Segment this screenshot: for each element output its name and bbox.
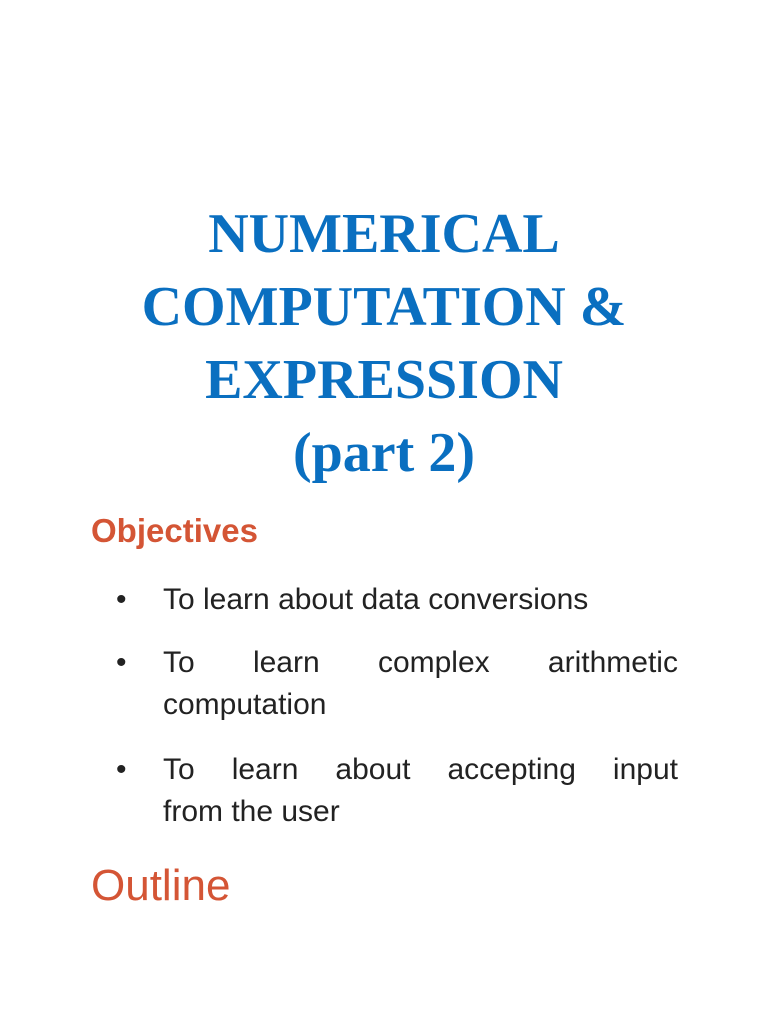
objective-line: To learn about data conversions (163, 583, 589, 616)
objective-text (163, 642, 678, 726)
objective-text (163, 579, 678, 621)
objective-word: accepting (447, 753, 576, 786)
objectives-heading: Objectives (91, 512, 258, 549)
objective-text (163, 749, 678, 833)
objective-word: To (163, 646, 195, 679)
objective-line (163, 749, 678, 791)
bullet-icon: • (116, 646, 127, 679)
outline-heading: Outline (91, 861, 231, 910)
objective-line (163, 642, 678, 684)
title-line: COMPUTATION & (141, 276, 627, 338)
title-line: EXPRESSION (205, 349, 563, 411)
objective-word: complex (377, 646, 490, 679)
objective-line: computation (163, 688, 327, 721)
objective-word: about (335, 753, 411, 786)
objective-word: To (163, 753, 195, 786)
bullet-icon: • (116, 583, 127, 616)
objective-line: from the user (163, 795, 340, 828)
objective-word: arithmetic (547, 646, 678, 679)
title-line: NUMERICAL (208, 203, 560, 265)
objective-word: input (612, 753, 678, 786)
objective-word: learn (252, 646, 320, 679)
bullet-icon: • (116, 753, 127, 786)
objective-word: learn (231, 753, 299, 786)
document-title (60, 198, 708, 490)
title-line: (part 2) (293, 422, 475, 484)
